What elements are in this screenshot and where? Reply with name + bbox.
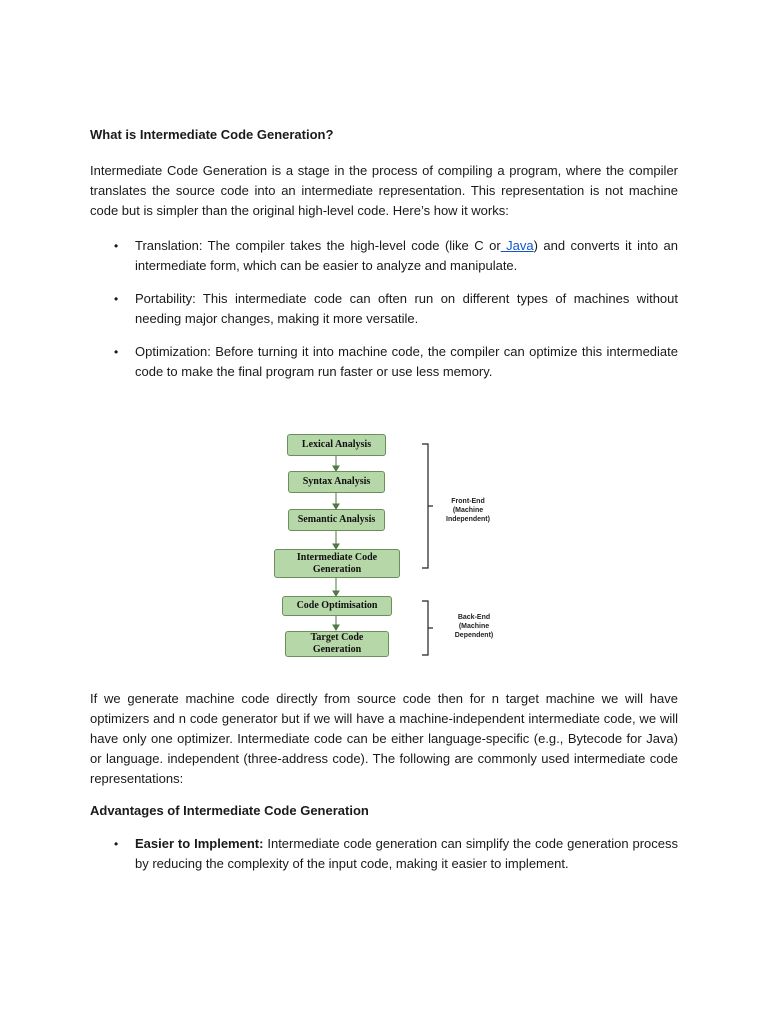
target-code-generation-box: Target Code Generation xyxy=(285,631,389,657)
how-it-works-list xyxy=(90,236,678,382)
compiler-phases-diagram xyxy=(268,426,508,666)
lexical-analysis-box: Lexical Analysis xyxy=(287,434,386,456)
front-end-bracket xyxy=(422,444,433,568)
list-item: • Optimization: Before turning it into machine code, the compiler can optimize this intermediate code to make the final program run faster or use less memory. xyxy=(114,344,678,379)
bullet-icon: • xyxy=(114,292,119,306)
explanation-paragraph: If we generate machine code directly from source code then for n target machine we will have optimizers and n code generator but if we will have a machine-independent intermediate code, we will have only one optimizer. Intermediate code can be either language-specific (e.g., Bytecode for Java) or language. independent (three-address code). The following are commonly used intermediate code representations: xyxy=(90,691,678,786)
semantic-analysis-box: Semantic Analysis xyxy=(288,509,385,531)
back-end-label: Back-End (Machine Dependent) xyxy=(454,614,494,639)
front-end-label: Front-End (Machine Independent) xyxy=(446,498,490,523)
page-title: What is Intermediate Code Generation? xyxy=(90,127,334,142)
syntax-analysis-box: Syntax Analysis xyxy=(288,471,385,493)
advantage-lead: Easier to Implement: xyxy=(135,836,264,851)
list-item: • Translation: The compiler takes the high-level code (like C or Java) and converts it into an intermediate form, which can be easier to analyze and manipulate. xyxy=(114,238,678,273)
advantages-list xyxy=(90,834,678,874)
advantages-heading: Advantages of Intermediate Code Generation xyxy=(90,803,369,818)
second-section xyxy=(90,689,678,887)
java-link[interactable]: Java xyxy=(500,238,534,253)
intro-paragraph: Intermediate Code Generation is a stage in the process of compiling a program, where the compiler translates the source code into an intermediate representation. This representation is not machine code but is simpler than the original high-level code. Here’s how it works: xyxy=(90,163,678,218)
intermediate-code-generation-box: Intermediate Code Generation xyxy=(274,549,400,578)
bullet-icon: • xyxy=(114,345,119,359)
document-body xyxy=(90,126,678,395)
bullet-icon: • xyxy=(114,837,119,851)
code-optimisation-box: Code Optimisation xyxy=(282,596,392,616)
list-item: • Easier to Implement: Intermediate code generation can simplify the code generation process by reducing the complexity of the input code, making it easier to implement. xyxy=(114,836,678,871)
back-end-bracket xyxy=(422,601,433,655)
list-item: • Portability: This intermediate code can often run on different types of machines without needing major changes, making it more versatile. xyxy=(114,291,678,326)
bullet-icon: • xyxy=(114,239,119,253)
